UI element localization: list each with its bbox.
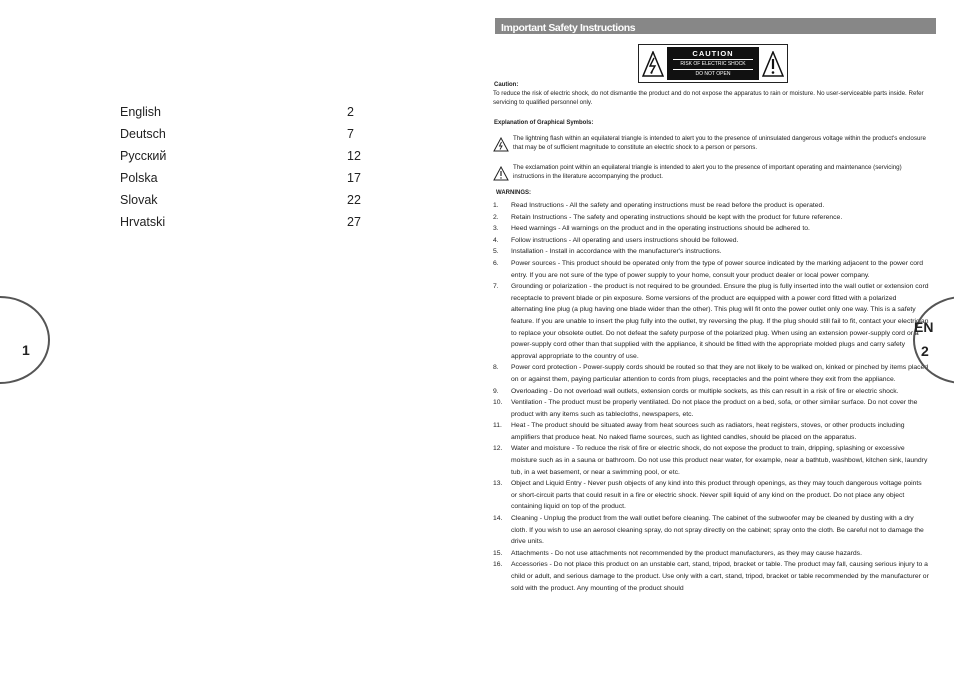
list-item [493, 513, 929, 548]
list-item [493, 443, 929, 478]
exclamation-triangle-icon [493, 164, 513, 186]
item-number: 5. [493, 248, 499, 256]
item-text: Accessories - Do not place this product on an unstable cart, stand, tripod, bracket or table. The product may fall, causing serious injury to a child or adult, and serious damage to the product. Use only with a cart, stand, tripod, bracket or table recommended by the manufacturer or sold with the product. Any mounting of the product should [511, 561, 929, 592]
toc-language: English [120, 105, 161, 119]
item-text: Power sources - This product should be operated only from the type of power source indicated by the marking adjacent to the power cord entry. If you are not sure of the type of power supply to your home, consult your product dealer or local power company. [511, 259, 924, 279]
item-text: Read Instructions - All the safety and operating instructions must be read before the product is operated. [511, 202, 825, 209]
item-number: 8. [493, 364, 499, 372]
page-number: 2 [921, 343, 929, 359]
list-item [493, 200, 929, 212]
right-page [477, 0, 954, 679]
page-number: 1 [22, 342, 30, 358]
toc-page: 7 [347, 127, 354, 141]
item-number: 3. [493, 225, 499, 233]
toc-entry[interactable] [120, 192, 365, 214]
toc-entry[interactable] [120, 148, 365, 170]
exclamation-warning-icon [759, 45, 787, 82]
item-text: Attachments - Do not use attachments not recommended by the product manufacturers, as they may cause hazards. [511, 549, 862, 557]
section-header-bar [495, 18, 936, 34]
item-text: Power cord protection - Power-supply cords should be routed so that they are not likely to be walked on, kinked or pinched by items placed on or against them, paying particular attention to cords from plugs, receptacles and the point where they exit from the appliance. [511, 364, 929, 383]
item-number: 13. [493, 480, 503, 488]
list-item [493, 258, 929, 281]
warnings-list [493, 200, 929, 594]
item-number: 9. [493, 387, 499, 395]
lightning-triangle-icon [493, 135, 513, 157]
item-text: Object and Liquid Entry - Never push objects of any kind into this product through openings, as they may touch dangerous voltage points or short-circuit parts that could result in a fire or electric shock. Never spill liquid of any kind on the product. Do not place any object containing liquid on top of the product. [511, 480, 922, 511]
list-item [493, 235, 929, 247]
caution-heading: Caution: [494, 82, 519, 88]
item-text: Follow instructions - All operating and users instructions should be followed. [511, 236, 739, 244]
lightning-symbol-text: The lightning flash within an equilateral triangle is intended to alert you to the presence of uninsulated dangerous voltage within the product's enclosure that may be of sufficient magnitude to constitute an electric shock to a person or persons. [513, 135, 926, 151]
caution-label [638, 44, 788, 83]
item-number: 6. [493, 259, 499, 267]
toc-page: 22 [347, 193, 361, 207]
list-item [493, 559, 929, 594]
item-number: 15. [493, 549, 503, 557]
toc-page: 17 [347, 171, 361, 185]
list-item [493, 548, 929, 560]
list-item [493, 478, 929, 513]
item-number: 1. [493, 202, 499, 209]
item-number: 14. [493, 515, 503, 523]
exclamation-symbol-text: The exclamation point within an equilateral triangle is intended to alert you to the presence of important operating and maintenance (servicing) instructions in the literature accompanying the product. [513, 164, 902, 180]
item-number: 16. [493, 561, 503, 569]
item-text: Installation - Install in accordance with the manufacturer's instructions. [511, 248, 722, 256]
page-number-circle [0, 296, 50, 384]
toc-page: 27 [347, 215, 361, 229]
caution-text: To reduce the risk of electric shock, do not dismantle the product and do not expose the apparatus to rain or moisture. No user-serviceable parts inside. Refer servicing to qualified personnel only. [493, 90, 924, 106]
item-number: 4. [493, 236, 499, 244]
list-item [493, 420, 929, 443]
symbols-heading: Explanation of Graphical Symbols: [494, 120, 594, 126]
item-text: Grounding or polarization - the product is not required to be grounded. Ensure the plug is fully inserted into the wall outlet or extension cord receptacle to prevent blade or pin exposure. Some versions of the product are equipped with a power cord fitted with a polarized alternating line plug (a plug having one blade wider than the other). This plug will fit onto the power outlet only one way. This is a safety feature. If you are unable to insert the plug fully into the outlet, try reversing the plug. If the plug should still fail to fit, contact your electrician to replace your obsolete outlet. Do not defeat the safety purpose of the polarized plug. When using an extension power-supply cord or a power-supply cord other than that supplied with the appliance, it should be fitted with the appropriate molded plugs and carry safety approval appropriate to the country of use. [511, 283, 929, 360]
warnings-heading: WARNINGS: [496, 190, 531, 196]
item-text: Ventilation - The product must be properly ventilated. Do not place the product on a bed, sofa, or other similar surface. Do not cover the product with any items such as tablecloths, newspapers, etc. [511, 399, 918, 418]
item-number: 7. [493, 283, 499, 291]
toc-page: 2 [347, 105, 354, 119]
toc-language: Deutsch [120, 127, 166, 141]
toc-entry[interactable] [120, 104, 365, 126]
item-text: Water and moisture - To reduce the risk of fire or electric shock, do not expose the product to train, dripping, splashing or excessive moisture such as in a sauna or bathroom. Do not use this product near water, for example, near a bathtub, washbowl, kitchen sink, laundry tub, in a wet basement, or near a swimming pool, or etc. [511, 445, 928, 476]
toc-entry[interactable] [120, 170, 365, 192]
item-number: 10. [493, 399, 503, 407]
table-of-contents [120, 104, 365, 236]
item-number: 2. [493, 213, 499, 221]
toc-language: Hrvatski [120, 215, 166, 229]
toc-language: Русский [120, 149, 167, 163]
item-text: Overloading - Do not overload wall outlets, extension cords or multiple sockets, as this can result in a risk of fire or electric shock. [511, 387, 899, 395]
caution-title: CAUTION [692, 49, 734, 58]
caution-text-block [667, 47, 759, 80]
language-code: EN [914, 319, 934, 335]
caution-risk-text: RISK OF ELECTRIC SHOCK [680, 61, 746, 67]
lightning-symbol-row [493, 135, 933, 157]
item-text: Cleaning - Unplug the product from the wall outlet before cleaning. The cabinet of the subwoofer may be cleaned by dusting with a dry cloth. If you wish to use an aerosol cleaning spray, do not spray directly on the cabinet; spray onto the cloth. Be careful not to damage the drive units. [511, 515, 924, 546]
list-item [493, 362, 929, 385]
item-number: 11. [493, 422, 502, 430]
section-title: Important Safety Instructions [501, 22, 636, 34]
list-item [493, 246, 929, 258]
item-text: Retain Instructions - The safety and operating instructions should be kept with the product for future reference. [511, 213, 843, 221]
item-text: Heed warnings - All warnings on the product and in the operating instructions should be adhered to. [511, 225, 810, 233]
item-number: 12. [493, 445, 503, 453]
list-item [493, 212, 929, 224]
list-item [493, 223, 929, 235]
toc-language: Polska [120, 171, 158, 185]
lightning-warning-icon [639, 45, 667, 82]
toc-entry[interactable] [120, 214, 365, 236]
toc-language: Slovak [120, 193, 158, 207]
toc-entry[interactable] [120, 126, 365, 148]
list-item [493, 397, 929, 420]
exclamation-symbol-row [493, 164, 933, 186]
list-item [493, 281, 929, 362]
toc-page: 12 [347, 149, 361, 163]
list-item [493, 386, 929, 398]
item-text: Heat - The product should be situated away from heat sources such as radiators, heat registers, stoves, or other products including amplifiers that produce heat. No naked flame sources, such as lighted candles, should be placed on the apparatus. [511, 422, 905, 441]
caution-open-text: DO NOT OPEN [695, 71, 731, 77]
